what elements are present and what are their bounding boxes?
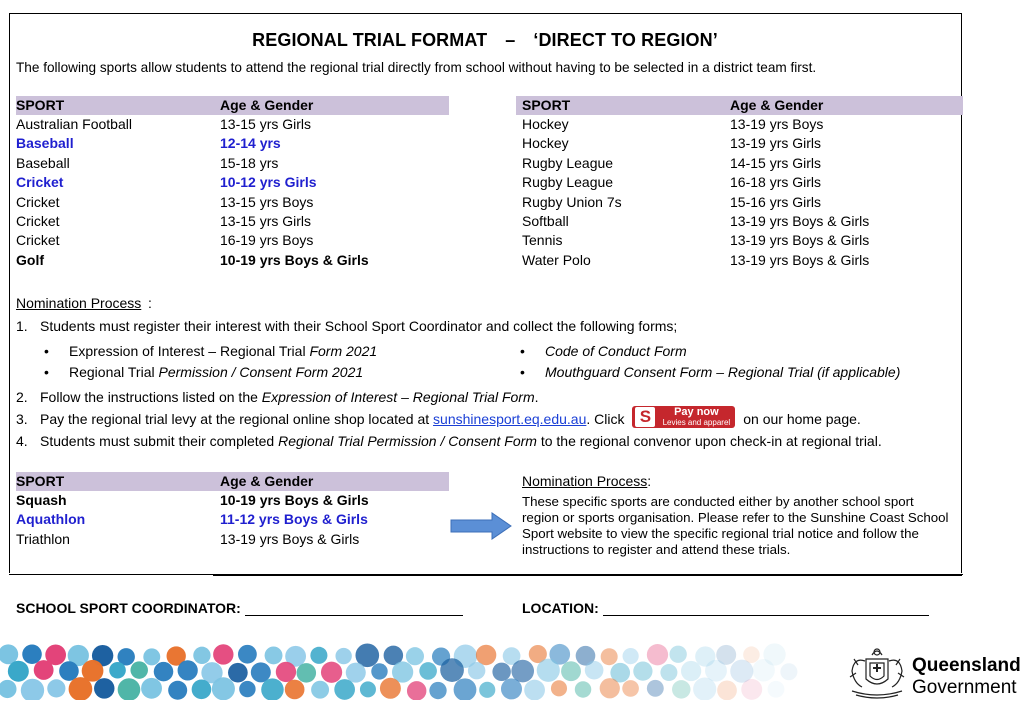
step-3: 3. Pay the regional trial levy at the regional online shop located at sunshinesport.eq.edu.au. Click S Pay now Levies and apparel on our home page. [16,406,861,428]
table-header: SPORT Age & Gender [16,472,449,491]
decorative-dot [228,663,248,683]
decorative-dot [192,680,212,700]
decorative-dot [69,677,93,700]
decorative-dot [251,662,271,682]
decorative-dot [109,662,126,679]
decorative-dot [334,679,355,700]
decorative-dot [212,677,235,700]
age-gender-cell: 10-12 yrs Girls [220,174,317,191]
table-row [516,212,963,231]
decorative-dot [118,678,141,700]
sport-cell: Tennis [522,232,563,249]
decorative-dot [479,682,495,698]
decorative-dot [672,680,690,698]
dollar-icon: S [635,407,655,427]
decorative-dot [623,648,639,664]
decorative-dot [265,646,283,664]
age-gender-cell: 15-18 yrs [220,154,279,171]
shop-link[interactable]: sunshinesport.eq.edu.au [433,411,587,427]
sports-table-bottom [16,472,449,549]
queensland-crest-icon [846,643,908,701]
decorative-dot [622,680,639,697]
age-gender-cell: 13-19 yrs Girls [730,135,822,152]
decorative-dot [406,647,424,665]
decorative-dot [419,662,437,680]
sport-cell: Rugby League [522,154,614,171]
decorative-dot [213,644,233,664]
table-row [16,212,449,231]
bullet-expression-of-interest: • Expression of Interest – Regional Trial Form 2021 [44,343,378,359]
sport-cell: Baseball [16,135,74,152]
decorative-dot [59,661,79,681]
decorative-dot [178,660,198,680]
decorative-dot [551,680,567,696]
age-gender-cell: 11-12 yrs Boys & Girls [220,511,368,528]
decorative-dot [741,679,762,700]
table-row [16,231,449,250]
decorative-dot [238,645,257,664]
decorative-dot [321,662,342,683]
decorative-dot [752,659,774,681]
decorative-dot [154,662,174,682]
decorative-dot [22,644,42,664]
decorative-dot [537,659,560,682]
decorative-dot [600,678,620,698]
table-row [516,173,963,192]
sport-cell: Cricket [16,174,64,191]
decorative-dot [335,648,351,664]
decorative-dot [717,680,737,700]
table-row [516,154,963,173]
decorative-dot [94,678,114,698]
decorative-dot [407,681,426,700]
nomination2-text: These specific sports are conducted either by another school sport region or sports organisation. Please refer to the Sunshine Coast School Sport website to view the specific regional trial notice and follow the instructions to register and attend these trials. [522,494,949,557]
queensland-government-logo: Queensland Government [912,655,1021,698]
coordinator-input-line[interactable] [245,601,463,616]
decorative-dot [297,663,317,683]
sports-table-left [16,96,449,270]
decorative-dots-banner [0,640,800,700]
table-row [516,193,963,212]
decorative-dot [501,678,522,699]
age-gender-cell: 13-19 yrs Boys & Girls [730,251,870,268]
age-gender-cell: 14-15 yrs Girls [730,154,822,171]
table-row [16,193,449,212]
location-input-line[interactable] [603,601,929,616]
table-row [16,115,449,134]
table-row [516,115,963,134]
decorative-dot [0,680,17,698]
decorative-dot [601,648,618,665]
decorative-dot [669,646,686,663]
decorative-dot [476,645,496,665]
decorative-dot [780,663,797,680]
bullet-code-of-conduct: • Code of Conduct Form [520,343,687,359]
decorative-dot [468,662,485,679]
age-gender-cell: 10-19 yrs Boys & Girls [220,251,369,268]
decorative-dot [492,663,510,681]
decorative-dot [310,647,327,664]
sports-table-right [516,96,963,270]
location-field: LOCATION: [522,600,929,616]
age-gender-cell: 12-14 yrs [220,135,281,152]
coordinator-field: SCHOOL SPORT COORDINATOR: [16,600,463,616]
age-gender-cell: 15-16 yrs Girls [730,193,822,210]
decorative-dot [380,678,401,699]
bullet-permission-form: • Regional Trial Permission / Consent Form 2021 [44,364,364,380]
decorative-dot [561,661,581,681]
table-row [16,510,449,529]
sport-cell: Rugby League [522,174,614,191]
decorative-dot [261,678,284,700]
table-row [16,491,449,510]
decorative-dot [633,662,652,681]
pay-now-button[interactable]: S Pay now Levies and apparel [632,406,735,428]
age-gender-cell: 13-19 yrs Boys & Girls [730,232,870,249]
sport-cell: Hockey [522,135,569,152]
decorative-dot [647,644,668,665]
table-row [16,251,449,270]
decorative-dot [454,678,477,700]
intro-text: The following sports allow students to attend the regional trial directly from school without having to be selected in a district team first. [16,60,817,75]
decorative-dot [585,661,604,680]
age-gender-cell: 13-15 yrs Boys [220,193,314,210]
right-arrow-icon [450,512,512,540]
step-1: 1. Students must register their interest with their School Sport Coordinator and collect the following forms; [16,318,678,334]
table-row [16,154,449,173]
decorative-dot [768,681,785,698]
sport-cell: Hockey [522,116,569,132]
table-row [516,231,963,250]
decorative-dot [311,681,329,699]
sport-cell: Australian Football [16,116,132,132]
decorative-dot [693,678,716,700]
decorative-dot [575,681,591,697]
decorative-dot [34,660,54,680]
decorative-dot [429,682,446,699]
nomination2-heading: Nomination Process: [522,473,652,489]
sport-cell: Cricket [16,193,60,210]
decorative-dot [647,680,664,697]
nomination-heading: Nomination Process [16,295,142,311]
decorative-dot [141,678,162,699]
sport-cell: Rugby Union 7s [522,193,622,210]
frame-bottom-rule-thick [213,574,962,576]
sport-cell: Triathlon [16,530,70,547]
decorative-dot [346,663,366,683]
age-gender-cell: 16-19 yrs Boys [220,232,314,249]
sport-cell: Water Polo [522,251,591,268]
step-2: 2. Follow the instructions listed on the Expression of Interest – Regional Trial Form. [16,389,539,405]
sport-cell: Cricket [16,212,60,229]
table-row [16,134,449,153]
decorative-dot [21,679,44,700]
decorative-dot [143,648,160,665]
decorative-dot [8,661,29,682]
table-row [516,251,963,270]
decorative-dot [47,679,65,697]
decorative-dot [360,681,376,697]
age-gender-cell: 13-19 yrs Boys [730,116,824,132]
decorative-dot [524,680,545,700]
decorative-dot [193,647,210,664]
table-row [516,134,963,153]
table-header: SPORT Age & Gender [516,96,963,115]
age-gender-cell: 13-15 yrs Girls [220,116,312,132]
decorative-dot [660,664,677,681]
sport-cell: Cricket [16,232,60,249]
table-row [16,530,449,549]
decorative-dot [681,661,701,681]
age-gender-cell: 13-19 yrs Boys & Girls [730,212,870,229]
nomination-heading-colon: : [148,295,152,311]
sport-cell: Golf [16,251,44,268]
decorative-dot [239,681,255,697]
age-gender-cell: 16-18 yrs Girls [730,174,822,191]
sport-cell: Aquathlon [16,511,86,528]
page-title: REGIONAL TRIAL FORMAT – ‘DIRECT TO REGION’ [252,30,718,50]
sport-cell: Softball [522,212,569,229]
age-gender-cell: 10-19 yrs Boys & Girls [220,492,369,508]
age-gender-cell: 13-15 yrs Girls [220,212,312,229]
bullet-mouthguard-form: • Mouthguard Consent Form – Regional Trial (if applicable) [520,364,901,380]
decorative-dot [130,661,147,678]
age-gender-cell: 13-19 yrs Boys & Girls [220,530,360,547]
sport-cell: Squash [16,492,67,508]
decorative-dot [168,681,187,700]
step-4: 4. Students must submit their completed Regional Trial Permission / Consent Form to the regional convenor upon check-in at regional trial. [16,433,882,449]
decorative-dot [276,662,296,682]
sport-cell: Baseball [16,154,70,171]
table-row [16,173,449,192]
decorative-dot [371,663,387,679]
table-header: SPORT Age & Gender [16,96,449,115]
decorative-dot [440,658,464,682]
decorative-dot [285,680,305,700]
